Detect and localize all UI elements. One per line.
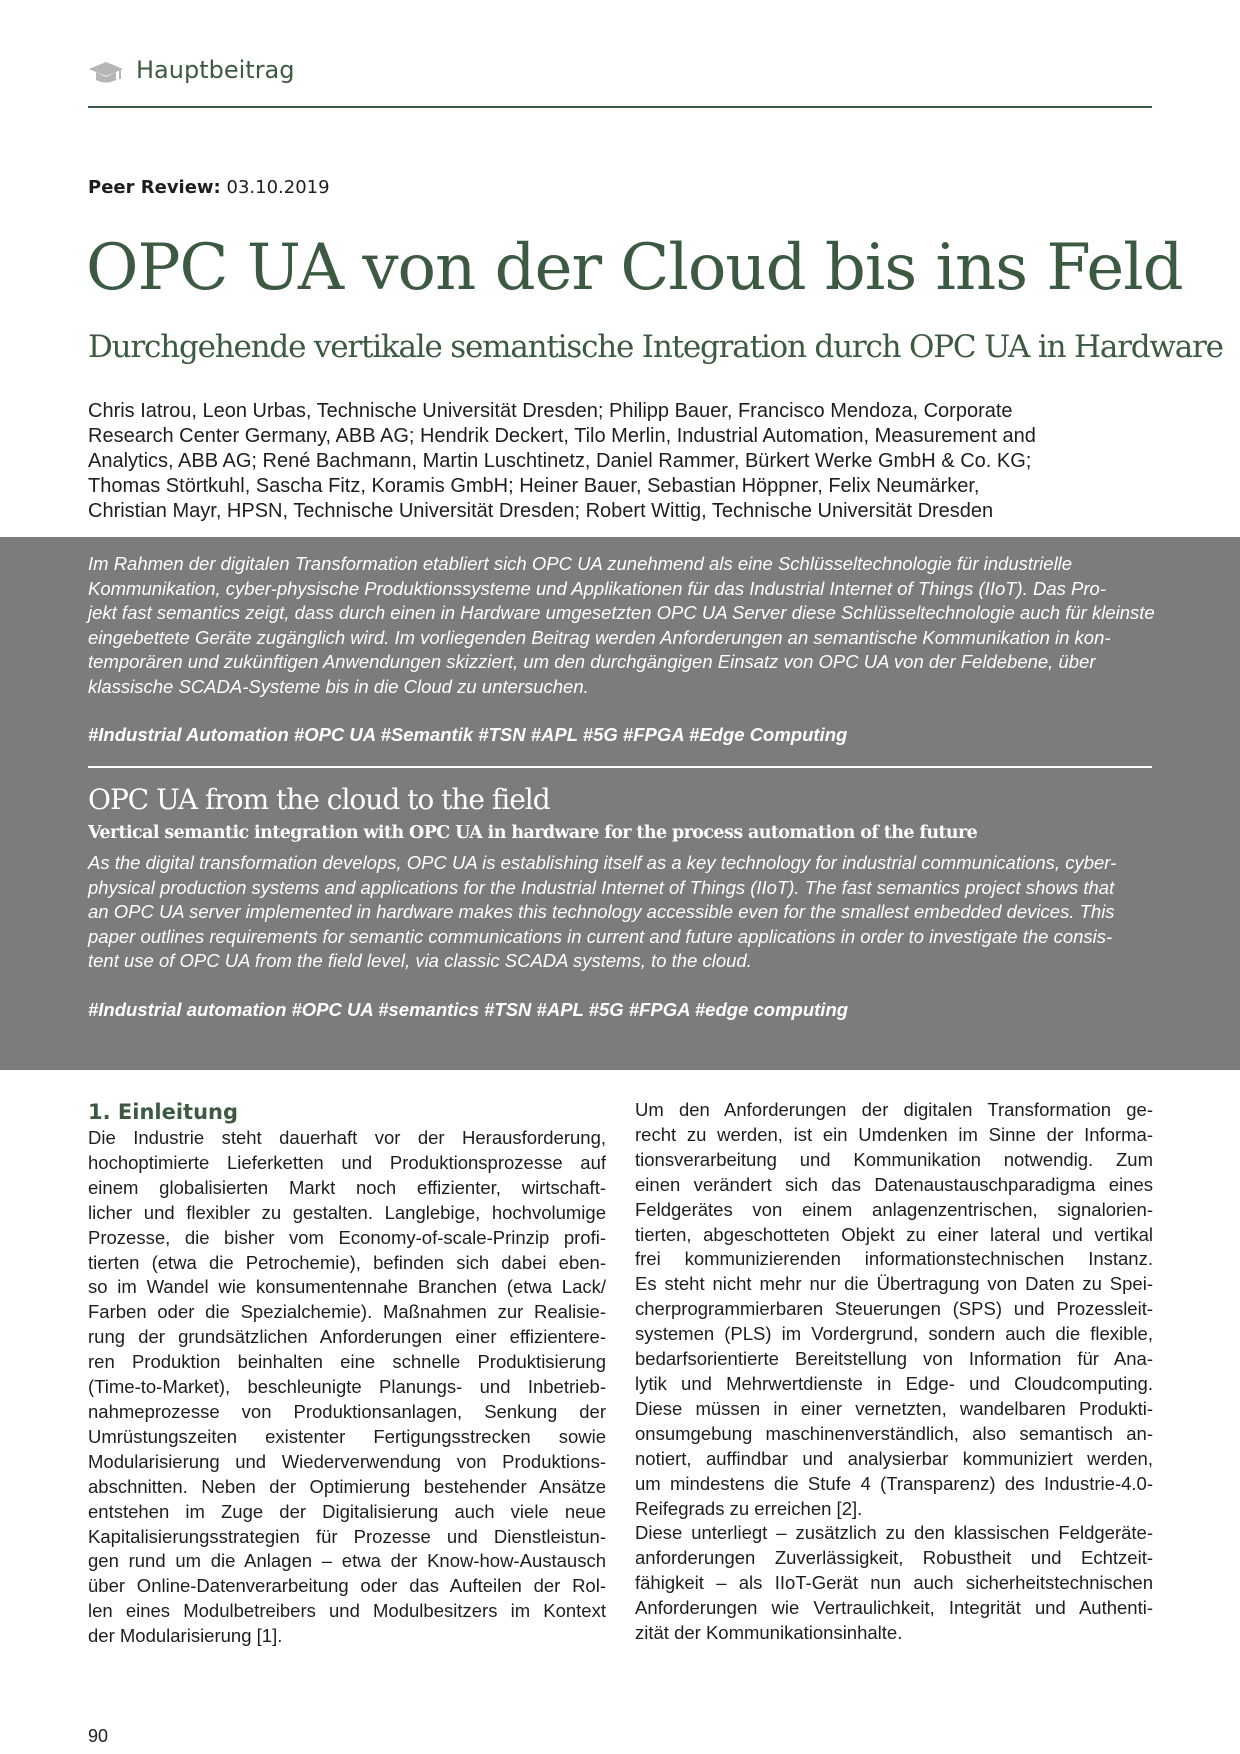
peer-review-label: Peer Review: <box>88 177 221 198</box>
abstract-line: an OPC UA server implemented in hardware makes this technology accessible even for the smallest embedded devices. This <box>88 901 1115 923</box>
left-column-text <box>88 1126 606 1649</box>
section-header <box>88 52 1152 108</box>
text-line: hochoptimierte Lieferketten und Produktionsprozesse auf <box>88 1151 606 1173</box>
text-line: Prozesse, die bisher vom Economy-of-scale-Prinzip profi- <box>88 1226 606 1248</box>
graduation-cap-icon <box>88 60 124 86</box>
text-line: licher und flexibler zu gestalten. Langlebige, hochvolumige <box>88 1201 606 1223</box>
text-line: bedarfsorientierte Bereitstellung von Information für Ana- <box>635 1348 1153 1370</box>
abstract-line: tent use of OPC UA from the field level, via classic SCADA systems, to the cloud. <box>88 950 752 972</box>
page-number: 90 <box>88 1726 109 1746</box>
keywords-german: #Industrial Automation #OPC UA #Semantik #TSN #APL #5G #FPGA #Edge Computing <box>88 724 848 745</box>
abstract-box <box>0 537 1240 1070</box>
text-line: anforderungen Zuverlässigkeit, Robustheit und Echtzeit- <box>635 1547 1153 1569</box>
text-line: Modularisierung und Wiederverwendung von Produktions- <box>88 1450 606 1472</box>
article-title: OPC UA von der Cloud bis ins Feld <box>86 231 1183 305</box>
text-line: Diese müssen in einer vernetzten, wandelbaren Produkti- <box>635 1397 1153 1419</box>
english-subtitle: Vertical semantic integration with OPC UA in hardware for the process automation of the future <box>88 823 978 843</box>
abstract-divider <box>88 766 1152 768</box>
section-heading: 1. Einleitung <box>88 1100 239 1124</box>
abstract-line: eingebettete Geräte zugänglich wird. Im vorliegenden Beitrag werden Anforderungen an semantische Kommunikation in kon- <box>88 626 1111 648</box>
text-line: Es steht nicht mehr nur die Übertragung von Daten zu Spei- <box>635 1273 1153 1295</box>
text-line: (Time-to-Market), beschleunigte Planungs- und Inbetrieb- <box>88 1376 606 1398</box>
text-line: tierten, abgeschotteten Objekt zu einer lateral und vertikal <box>635 1223 1153 1245</box>
author-line: Analytics, ABB AG; René Bachmann, Martin Luschtinetz, Daniel Rammer, Bürkert Werke GmbH & Co. KG; <box>88 450 1032 472</box>
section-label: Hauptbeitrag <box>136 56 295 84</box>
abstract-line: As the digital transformation develops, OPC UA is establishing itself as a key technology for industrial communications, cyber- <box>88 852 1117 873</box>
text-line: Farben oder die Spezialchemie). Maßnahmen zur Realisie- <box>88 1301 606 1323</box>
text-line: Um den Anforderungen der digitalen Transformation ge- <box>635 1099 1153 1120</box>
author-line: Christian Mayr, HPSN, Technische Universität Dresden; Robert Wittig, Technische Universität Dresden <box>88 500 994 522</box>
text-line: über Online-Datenverarbeitung oder das Aufteilen der Rol- <box>88 1575 606 1597</box>
text-line: entstehen im Zuge der Digitalisierung auch viele neue <box>88 1500 606 1522</box>
english-title: OPC UA from the cloud to the field <box>88 783 550 816</box>
abstract-line: temporären und zukünftigen Anwendungen skizziert, um den durchgängigen Einsatz von OPC UA von der Feldebene, über <box>88 651 1096 673</box>
body-column-right <box>635 1098 1153 1646</box>
text-line: so im Wandel wie konsumentennahe Branchen (etwa Lack/ <box>88 1276 606 1298</box>
abstract-english <box>88 851 1152 974</box>
text-line: frei kommunizierenden informationstechnischen Instanz. <box>635 1248 1153 1270</box>
abstract-line: Im Rahmen der digitalen Transformation etabliert sich OPC UA zunehmend als eine Schlüsseltechnologie für industrielle <box>88 553 1073 574</box>
abstract-line: physical production systems and applications for the Industrial Internet of Things (IIoT). The fast semantics project shows that <box>88 876 1115 898</box>
body-column-left <box>88 1098 606 1649</box>
text-line: Anforderungen wie Vertraulichkeit, Integrität und Authenti- <box>635 1597 1153 1619</box>
peer-review-line <box>88 177 330 198</box>
keywords-english: #Industrial automation #OPC UA #semantics #TSN #APL #5G #FPGA #edge computing <box>88 999 849 1020</box>
text-line: Kapitalisierungsstrategien für Prozesse und Dienstleistun- <box>88 1525 606 1547</box>
text-line: Feldgerätes von einem anlagenzentrischen, signalorien- <box>635 1198 1153 1220</box>
text-line: lytik und Mehrwertdienste in Edge- und Cloudcomputing. <box>635 1372 1153 1394</box>
text-line: tionsverarbeitung und Kommunikation notwendig. Zum <box>635 1148 1153 1170</box>
text-line: systemen (PLS) im Vordergrund, sondern auch die flexible, <box>635 1323 1153 1345</box>
peer-review-date: 03.10.2019 <box>226 177 330 198</box>
author-line: Chris Iatrou, Leon Urbas, Technische Universität Dresden; Philipp Bauer, Francisco Mendoza, Corporate <box>88 400 1013 422</box>
text-line: fähigkeit – als IIoT-Gerät nun auch sicherheitstechnischen <box>635 1572 1153 1594</box>
author-list <box>88 399 1168 524</box>
abstract-line: klassische SCADA-Systeme bis in die Cloud zu untersuchen. <box>88 675 589 697</box>
text-line: recht zu werden, ist ein Umdenken im Sinne der Informa- <box>635 1123 1153 1145</box>
text-line: nahmeprozesse von Produktionsanlagen, Senkung der <box>88 1400 606 1422</box>
author-line: Research Center Germany, ABB AG; Hendrik Deckert, Tilo Merlin, Industrial Automation, Measurement and <box>88 425 1036 447</box>
text-line: einen verändert sich das Datenaustauschparadigma eines <box>635 1173 1153 1195</box>
text-line: rung der grundsätzlichen Anforderungen einer effizientere- <box>88 1326 606 1348</box>
text-line: um mindestens die Stufe 4 (Transparenz) des Industrie-4.0- <box>635 1472 1153 1494</box>
text-line: Reifegrads zu erreichen [2]. <box>635 1497 863 1519</box>
text-line: ren Produktion beinhalten eine schnelle Produktisierung <box>88 1351 606 1373</box>
abstract-line: jekt fast semantics zeigt, dass durch einen in Hardware umgesetzten OPC UA Server diese Schlüsseltechnologie auch für kleinste <box>88 602 1155 624</box>
abstract-line: Kommunikation, cyber-physische Produktionssysteme und Applikationen für das Industrial Internet of Things (IIoT). Das Pro- <box>88 577 1106 599</box>
text-line: Diese unterliegt – zusätzlich zu den klassischen Feldgeräte- <box>635 1522 1153 1544</box>
abstract-line: paper outlines requirements for semantic communications in current and future applications in order to investigate the consis- <box>88 925 1113 947</box>
text-line: tierten (etwa die Petrochemie), befinden sich dabei eben- <box>88 1251 606 1273</box>
text-line: onsumgebung maschinenverständlich, also semantisch an- <box>635 1422 1153 1444</box>
article-subtitle: Durchgehende vertikale semantische Integration durch OPC UA in Hardware <box>88 329 1223 365</box>
author-line: Thomas Störtkuhl, Sascha Fitz, Koramis GmbH; Heiner Bauer, Sebastian Höppner, Felix Neumärker, <box>88 475 980 497</box>
text-line: Umrüstungszeiten existenter Fertigungsstrecken sowie <box>88 1425 606 1447</box>
text-line: cherprogrammierbaren Steuerungen (SPS) und Prozessleit- <box>635 1298 1153 1320</box>
right-column-text <box>635 1098 1153 1646</box>
abstract-german <box>88 552 1155 700</box>
text-line: Die Industrie steht dauerhaft vor der Herausforderung, <box>88 1127 606 1148</box>
text-line: gen rund um die Anlagen – etwa der Know-how-Austausch <box>88 1550 606 1572</box>
text-line: einem globalisierten Markt noch effizienter, wirtschaft- <box>88 1176 606 1198</box>
text-line: der Modularisierung [1]. <box>88 1625 283 1647</box>
text-line: len eines Modulbetreibers und Modulbesitzers im Kontext <box>88 1600 606 1622</box>
text-line: zität der Kommunikationsinhalte. <box>635 1622 903 1644</box>
text-line: abschnitten. Neben der Optimierung bestehender Ansätze <box>88 1475 606 1497</box>
text-line: notiert, auffindbar und analysierbar kommuniziert werden, <box>635 1447 1153 1469</box>
